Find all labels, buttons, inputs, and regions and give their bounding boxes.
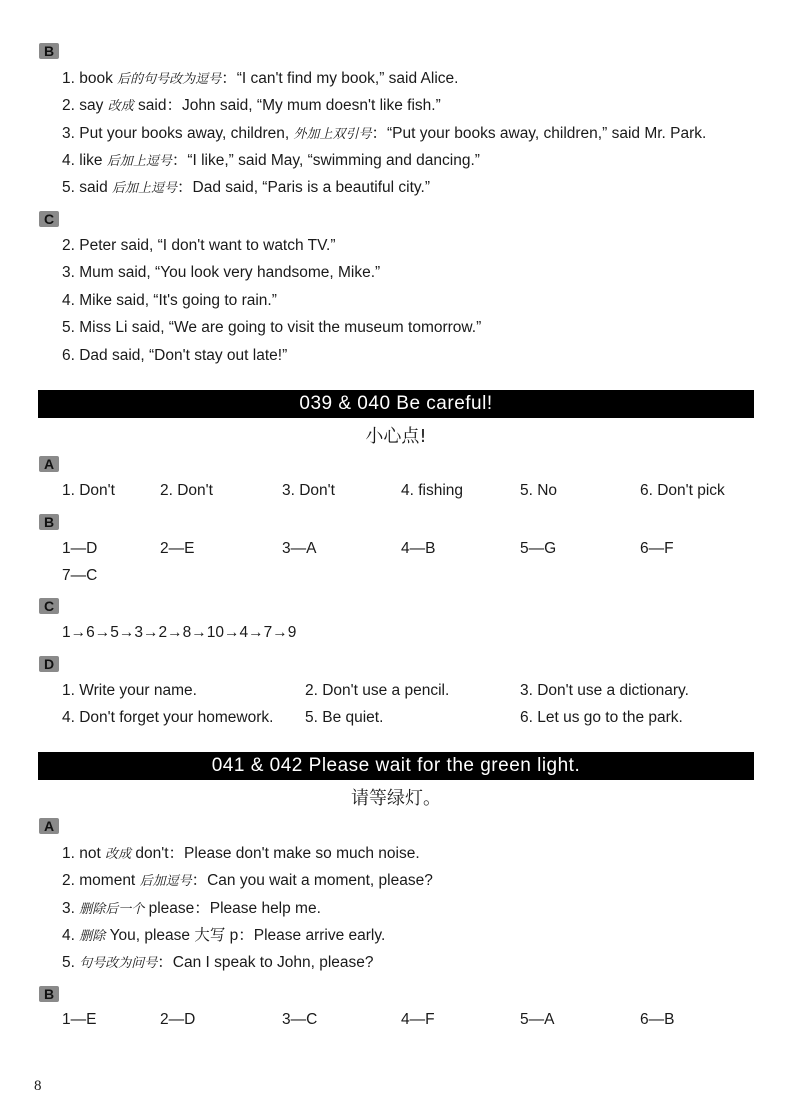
section-badge-b: B [39, 43, 59, 59]
grid-answer: 4. Don't forget your homework. [62, 709, 274, 726]
grid-answer: 6. Don't pick [640, 482, 725, 499]
match-answer: 1—D [62, 540, 98, 557]
match-answer: 3—A [282, 540, 317, 557]
answer-line: 1. book 后的句号改为逗号：“I can't find my book,” said Alice. [62, 70, 459, 87]
section-title-bar: 039 & 040 Be careful! [38, 390, 754, 418]
grid-answer: 6. Let us go to the park. [520, 709, 683, 726]
answer-line: 4. like 后加上逗号：“I like,” said May, “swimming and dancing.” [62, 152, 480, 169]
grid-answer: 5. Be quiet. [305, 709, 384, 726]
answer-line: 2. moment 后加逗号：Can you wait a moment, please? [62, 872, 433, 889]
section-badge-a: A [39, 456, 59, 472]
match-answer: 1—E [62, 1011, 97, 1028]
section-subtitle: 小心点! [365, 426, 427, 447]
section-badge-c: C [39, 598, 59, 614]
section-badge-c: C [39, 211, 59, 227]
grid-answer: 2. Don't use a pencil. [305, 682, 450, 699]
grid-answer: 3. Don't use a dictionary. [520, 682, 689, 699]
match-answer: 4—F [401, 1011, 435, 1028]
grid-answer: 1. Write your name. [62, 682, 197, 699]
match-answer: 2—D [160, 1011, 196, 1028]
section-subtitle: 请等绿灯。 [351, 788, 441, 809]
answer-line: 3. Put your books away, children, 外加上双引号：“Put your books away, children,” said Mr. Park. [62, 125, 707, 142]
answer-line: 5. Miss Li said, “We are going to visit the museum tomorrow.” [62, 319, 482, 336]
match-answer: 5—G [520, 540, 557, 557]
answer-line: 1. not 改成 don't：Please don't make so much noise. [62, 845, 420, 862]
answer-line: 4. Mike said, “It's going to rain.” [62, 292, 277, 309]
grid-answer: 1. Don't [62, 482, 115, 499]
grid-answer: 3. Don't [282, 482, 335, 499]
page-number: 8 [34, 1078, 42, 1094]
section-badge-b: B [39, 986, 59, 1002]
match-answer: 6—F [640, 540, 674, 557]
answer-line: 4. 删除 You, please 大写 p：Please arrive early. [62, 927, 386, 944]
grid-answer: 2. Don't [160, 482, 213, 499]
match-answer: 6—B [640, 1011, 675, 1028]
match-answer: 5—A [520, 1011, 555, 1028]
answer-line: 2. Peter said, “I don't want to watch TV.” [62, 237, 336, 254]
match-answer: 4—B [401, 540, 436, 557]
section-badge-d: D [39, 656, 59, 672]
match-answer: 2—E [160, 540, 195, 557]
section-badge-b: B [39, 514, 59, 530]
grid-answer: 4. fishing [401, 482, 464, 499]
order-sequence: 1→6→5→3→2→8→10→4→7→9 [62, 624, 297, 641]
grid-answer: 5. No [520, 482, 558, 499]
section-badge-a: A [39, 818, 59, 834]
answer-line: 3. Mum said, “You look very handsome, Mike.” [62, 264, 381, 281]
answer-line: 5. 句号改为问号：Can I speak to John, please? [62, 954, 374, 971]
answer-line: 6. Dad said, “Don't stay out late!” [62, 347, 288, 364]
answer-line: 2. say 改成 said：John said, “My mum doesn't like fish.” [62, 97, 441, 114]
answer-line: 3. 删除后一个 please：Please help me. [62, 900, 321, 917]
match-answer: 3—C [282, 1011, 318, 1028]
match-answer: 7—C [62, 567, 98, 584]
section-title-bar: 041 & 042 Please wait for the green light. [38, 752, 754, 780]
answer-line: 5. said 后加上逗号：Dad said, “Paris is a beautiful city.” [62, 179, 430, 196]
